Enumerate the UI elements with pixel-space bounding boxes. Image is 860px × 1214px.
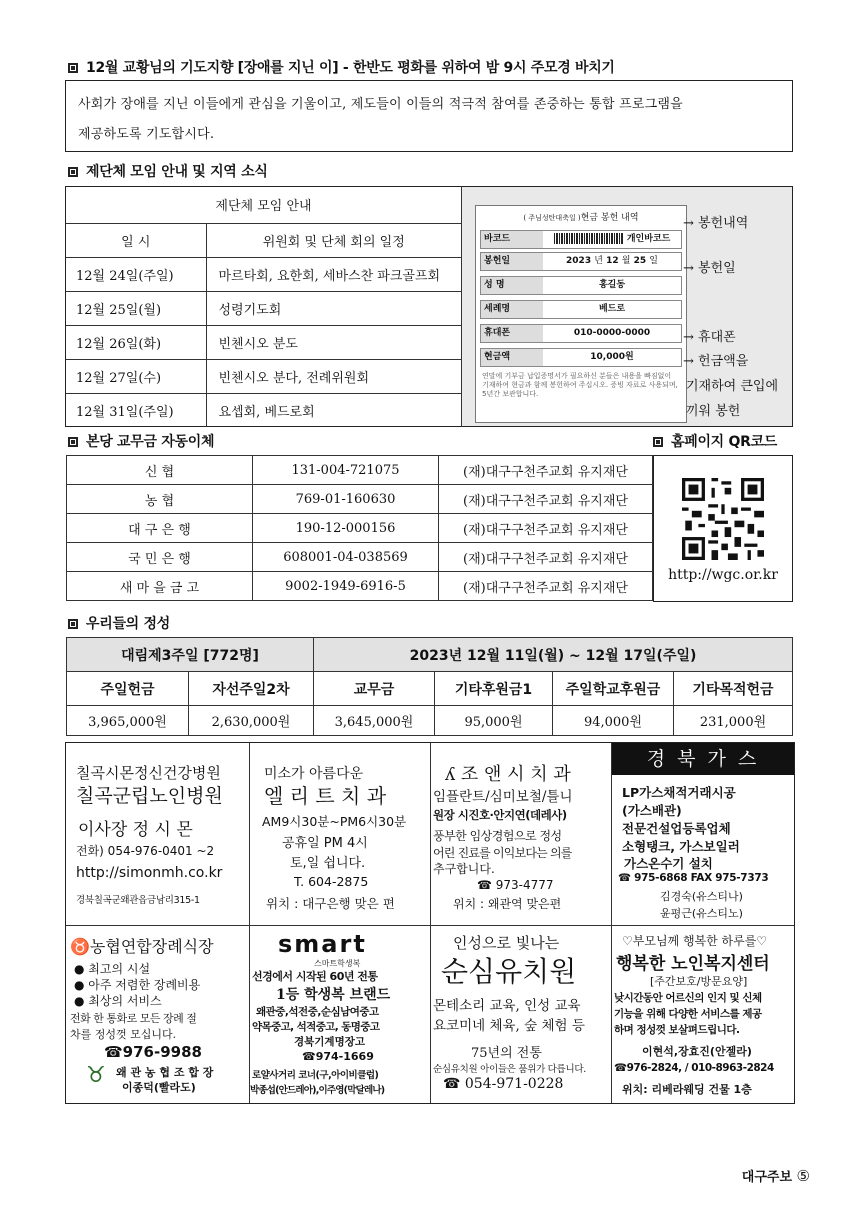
- col-date-header: 일 시: [66, 223, 206, 257]
- groups-heading: 제단체 모임 안내 및 지역 소식: [68, 161, 268, 181]
- col-schedule-header: 위원회 및 단체 회의 일정: [206, 223, 462, 257]
- page-number: ⑤: [796, 1167, 810, 1185]
- ad-simon-hospital: 칠곡시몬정신건강병원 칠곡군립노인병원 이사장 정 시 몬 전화) 054-976-0401 ~2 http://simonmh.co.kr 경북칠곡군왜관읍금남리315-1: [76, 764, 223, 906]
- table-row: 12월 31일(주일) 요셉회, 베드로회: [66, 393, 462, 427]
- offering-table: [66, 637, 793, 736]
- square-bullet-icon: [68, 63, 78, 73]
- meeting-table: [66, 187, 462, 427]
- offering-week: 대림제3주일 [772명]: [67, 638, 314, 672]
- table-row: 신 협 131-004-721075 (재)대구구천주교회 유지재단: [67, 456, 653, 485]
- table-row: 12월 27일(수) 빈첸시오 분다, 전례위원회: [66, 359, 462, 393]
- transfer-heading: 본당 교무금 자동이체: [68, 431, 214, 451]
- prayer-line2: 제공하도록 기도합시다.: [78, 127, 215, 142]
- homepage-url[interactable]: http://wgc.or.kr: [668, 567, 778, 583]
- tooth-icon: ʎ: [445, 764, 456, 785]
- table-row: 12월 25일(월) 성령기도회: [66, 291, 462, 325]
- nh-logo-icon: ♉: [86, 1063, 106, 1088]
- prayer-heading: 12월 교황님의 기도지향 [장애를 지닌 이] - 한반도 평화를 위하여 밤 9시 주모경 바치기: [68, 57, 615, 77]
- meeting-table-title: 제단체 모임 안내: [66, 187, 462, 223]
- col-header: 기타후원금1: [435, 672, 553, 706]
- offering-value: 2,630,000원: [189, 706, 314, 736]
- ad-senior-welfare-center: ♡부모님께 행복한 하루를♡ 행복한 노인복지센터 [주간보호/방문요양] 낮시간동안 어르신의 인지 및 신체 기능을 위해 다양한 서비스를 제공 하며 정성껏 보살펴드립니다. 이현석,장효진(안젤라) ☎976-2824, / 010-8963-2824 위치: 리베라웨딩 건물 1층: [614, 934, 774, 1096]
- table-row: 12월 26일(화) 빈첸시오 분도: [66, 325, 462, 359]
- page-footer: 대구주보 ⑤: [741, 1167, 810, 1185]
- square-bullet-icon: [653, 437, 663, 447]
- col-header: 교무금: [314, 672, 435, 706]
- offering-period: 2023년 12월 11일(월) ~ 12월 17일(주일): [314, 638, 793, 672]
- col-header: 주일헌금: [67, 672, 189, 706]
- square-bullet-icon: [68, 167, 78, 177]
- barcode-icon: [554, 233, 624, 244]
- table-row: 대 구 은 행 190-12-000156 (재)대구구천주교회 유지재단: [67, 514, 653, 543]
- label-offering-date: → 봉헌일: [683, 261, 736, 276]
- table-row: 12월 24일(주일) 마르타회, 요한회, 세바스찬 파크골프회: [66, 257, 462, 291]
- ad-smart-uniform: smart 스마트학생복 선경에서 시작된 60년 전통 1등 학생복 브랜드 왜관중,석전중,순심남여중고 약목중고, 석적중고, 동명중고 경북기계명장고 ☎974-1669 로얄사거리 코너(구,아이비클럽) 박종섭(안드레아),이주영(막달레나): [250, 930, 391, 1096]
- nh-logo-icon: ♉: [70, 937, 90, 956]
- label-amount: → 헌금액을: [683, 354, 749, 369]
- offering-value: 3,645,000원: [314, 706, 435, 736]
- square-bullet-icon: [68, 619, 78, 629]
- table-row: 농 협 769-01-160630 (재)대구구천주교회 유지재단: [67, 485, 653, 514]
- table-row: 새 마 을 금 고 9002-1949-6916-5 (재)대구구천주교회 유지재단: [67, 572, 653, 601]
- ad-joan-dental: ʎ 조 앤 시 치 과 임플란트/심미보철/틀니 원장 시진호·안지연(데레사) 풍부한 임상경험으로 정성 어린 진료를 이익보다는 의를 추구합니다. ☎ 973-4777 위치 : 왜관역 맞은편: [433, 764, 573, 911]
- col-header: 자선주일2차: [189, 672, 314, 706]
- offering-value: 95,000원: [435, 706, 553, 736]
- offering-value: 94,000원: [553, 706, 674, 736]
- ad-sunsim-kindergarten: 인성으로 빛나는 순심유치원 몬테소리 교육, 인성 교육 요코미네 체육, 숲 체험 등 75년의 전통 순심유치원 아이들은 품위가 다릅니다. ☎ 054-971-0228: [433, 934, 586, 1092]
- label-offering-detail: → 봉헌내역: [683, 216, 749, 231]
- square-bullet-icon: [68, 437, 78, 447]
- ad-funeral-hall: ♉농협연합장례식장 ● 최고의 시설 ● 아주 저렴한 장례비용 ● 최상의 서비스 전화 한 통화로 모든 장례 절 차를 정성껏 모십니다. ☎976-9988 ♉ 왜 관 농 협 조 합 장 이종덕(빨라도): [70, 937, 214, 1094]
- label-instruction: 기재하여 큰입에: [686, 379, 779, 394]
- transfer-table: [66, 455, 653, 601]
- offering-heading: 우리들의 정성: [68, 613, 170, 633]
- ad-gyeongbuk-gas: 경 북 가 스 LP가스채적거래시공 (가스배관) 전문건설업등록업체 소형탱크, 가스보일러 가스온수기 설치 ☎ 975-6868 FAX 975-7373 김경숙(유스티나) 윤평근(유스티노): [612, 743, 794, 925]
- offering-envelope-sample: ( 주님성탄대축일 )현금 봉헌 내역 바코드 개인바코드 봉헌일 2023 년 12 월 25 일 성 명 홍길동 세례명 베드로 휴대폰 010-0000-0000 현금액 10,000원 연말에 기부금 납입증명서가 필요하신 분들은 내용을 빠짐없이 기재하여 현금과 함께 봉헌하여 주십시오. 증빙 자료로 사용되며, 5년간 보관합니다.: [475, 205, 687, 423]
- ad-elite-dental: 미소가 아름다운 엘 리 트 치 과 AM9시30분~PM6시30분 공휴일 PM 4시 토,일 쉽니다. T. 604-2875 위치 : 대구은행 맞은 편: [262, 766, 407, 911]
- offering-value: 231,000원: [674, 706, 793, 736]
- col-header: 주일학교후원금: [553, 672, 674, 706]
- qr-heading: 홈페이지 QR코드: [653, 431, 777, 451]
- prayer-box: [65, 80, 793, 152]
- col-header: 기타목적헌금: [674, 672, 793, 706]
- qr-code-icon[interactable]: [682, 478, 764, 560]
- offering-value: 3,965,000원: [67, 706, 189, 736]
- envelope-note: 연말에 기부금 납입증명서가 필요하신 분들은 내용을 빠짐없이 기재하여 현금과 함께 봉헌하여 주십시오. 증빙 자료로 사용되며, 5년간 보관합니다.: [482, 372, 678, 398]
- label-instruction-2: 끼워 봉헌: [686, 404, 741, 419]
- label-phone: → 휴대폰: [683, 330, 736, 345]
- table-row: 국 민 은 행 608001-04-038569 (재)대구구천주교회 유지재단: [67, 543, 653, 572]
- prayer-line1: 사회가 장애를 지닌 이들에게 관심을 기울이고, 제도들이 이들의 적극적 참여를 존중하는 통합 프로그램을: [78, 97, 683, 112]
- qr-box[interactable]: [653, 455, 793, 602]
